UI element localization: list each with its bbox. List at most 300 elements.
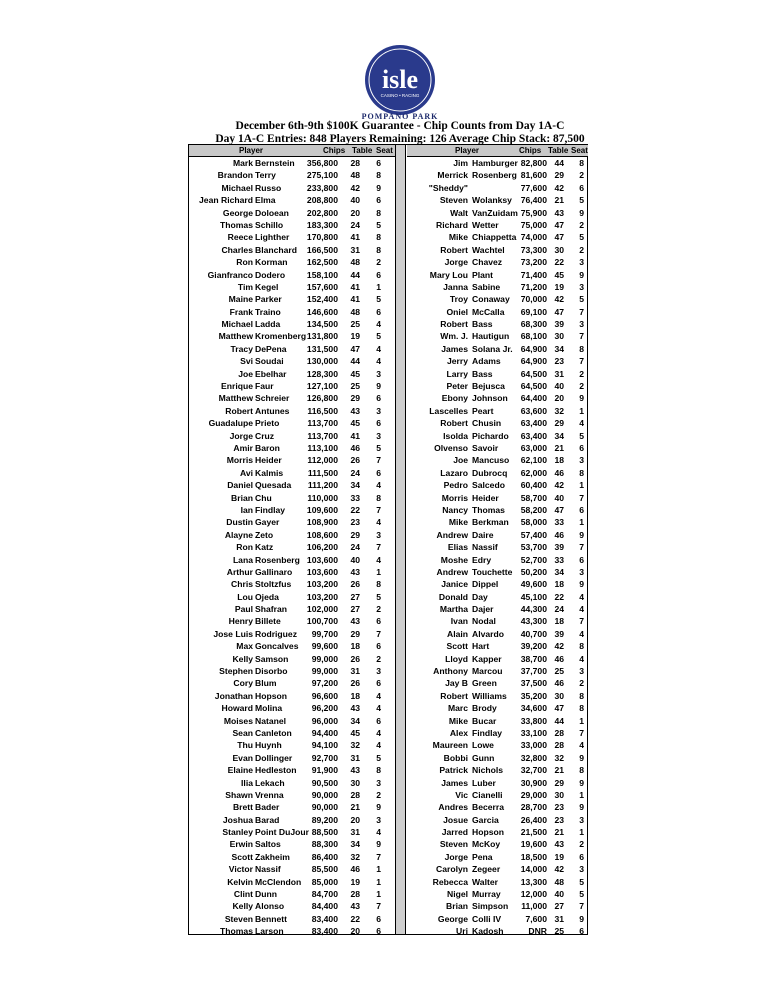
chip-count: 70,000 [520, 294, 547, 305]
player-first-name: Shawn [225, 789, 253, 800]
seat-number: 9 [579, 802, 584, 813]
table-number: 25 [554, 666, 564, 677]
table-number: 29 [350, 628, 360, 639]
table-row [407, 467, 588, 479]
table-row [407, 615, 588, 627]
table-number: 40 [350, 554, 360, 565]
seat-number: 9 [376, 182, 381, 193]
table-row [407, 578, 588, 590]
table-row [189, 194, 395, 206]
seat-number: 8 [376, 492, 381, 503]
table-number: 43 [554, 207, 564, 218]
chip-count: 37,700 [520, 666, 547, 677]
seat-number: 1 [579, 405, 584, 416]
seat-number: 5 [579, 876, 584, 887]
seat-number: 6 [579, 442, 584, 453]
player-last-name: Hopson [255, 690, 287, 701]
table-row [407, 838, 588, 850]
player-first-name: Cory [233, 678, 253, 689]
table-number: 40 [554, 381, 564, 392]
player-first-name: Thomas [220, 926, 253, 937]
player-last-name: Garcia [472, 814, 499, 825]
table-row [407, 343, 588, 355]
chip-count: 33,100 [520, 727, 547, 738]
seat-number: 8 [579, 641, 584, 652]
player-last-name: Kegel [255, 281, 279, 292]
chip-count: 97,200 [311, 678, 338, 689]
table-number: 25 [554, 926, 564, 937]
player-first-name: Uri [456, 926, 468, 937]
logo-wordmark: isle [381, 65, 419, 94]
table-number: 20 [554, 393, 564, 404]
table-number: 43 [350, 405, 360, 416]
table-row [407, 318, 588, 330]
seat-number: 6 [376, 158, 381, 168]
player-last-name: Dollinger [255, 752, 293, 763]
player-first-name: Jonathan [214, 690, 253, 701]
player-last-name: Hautigun [472, 331, 510, 342]
table-number: 30 [554, 690, 564, 701]
table-number: 47 [554, 219, 564, 230]
table-number: 25 [350, 381, 360, 392]
chip-count: 30,900 [520, 777, 547, 788]
chip-count: 99,000 [311, 666, 338, 677]
table-row [407, 330, 588, 342]
player-last-name: Lekach [255, 777, 285, 788]
table-number: 34 [350, 839, 360, 850]
chip-count: 127,100 [306, 381, 338, 392]
table-number: 45 [554, 269, 564, 280]
player-last-name: Dunn [255, 889, 277, 900]
player-last-name: Simpson [472, 901, 509, 912]
player-last-name: Conaway [472, 294, 510, 305]
player-first-name: Ivan [450, 616, 468, 627]
player-last-name: Hamburger [472, 158, 518, 168]
player-first-name: Paul [234, 604, 253, 615]
player-first-name: Jorge [444, 257, 468, 268]
player-first-name: Arthur [226, 566, 253, 577]
header-chips: Chips [519, 146, 542, 155]
table-number: 31 [350, 244, 360, 255]
isle-casino-logo [364, 44, 436, 116]
chip-count: 103,600 [306, 566, 338, 577]
table-row [189, 925, 395, 937]
player-last-name: Pena [472, 851, 493, 862]
seat-number: 4 [579, 628, 584, 639]
chip-count: 18,500 [520, 851, 547, 862]
seat-number: 4 [376, 703, 381, 714]
table-number: 48 [350, 257, 360, 268]
player-list-right [407, 157, 588, 938]
player-last-name: Soudai [255, 356, 284, 367]
seat-number: 5 [579, 294, 584, 305]
player-last-name: Natanel [255, 715, 287, 726]
seat-number: 6 [376, 393, 381, 404]
seat-number: 1 [579, 517, 584, 528]
table-row [189, 566, 395, 578]
player-last-name: Edry [472, 554, 492, 565]
player-last-name: Nodal [472, 616, 496, 627]
table-number: 22 [554, 257, 564, 268]
player-last-name: Terry [255, 170, 276, 181]
player-last-name: Green [472, 678, 497, 689]
table-number: 29 [554, 777, 564, 788]
chip-count: 111,500 [307, 467, 338, 478]
chip-count: 86,400 [311, 851, 338, 862]
player-first-name: Elaine [227, 765, 253, 776]
table-row [189, 529, 395, 541]
seat-number: 9 [579, 207, 584, 218]
table-row [407, 207, 588, 219]
table-number: 29 [350, 529, 360, 540]
seat-number: 2 [376, 604, 381, 615]
table-number: 29 [554, 170, 564, 181]
chip-count: 113,700 [307, 430, 338, 441]
player-last-name: Blanchard [255, 244, 298, 255]
table-number: 31 [554, 913, 564, 924]
player-last-name: Barad [255, 814, 280, 825]
player-last-name: Ebelhar [255, 368, 287, 379]
table-row [189, 727, 395, 739]
player-first-name: Larry [446, 368, 468, 379]
table-row [189, 677, 395, 689]
chip-count: 77,600 [520, 182, 547, 193]
table-number: 27 [554, 901, 564, 912]
table-number: 25 [350, 319, 360, 330]
chip-count: 111,200 [307, 480, 338, 491]
table-row [189, 665, 395, 677]
seat-number: 7 [376, 851, 381, 862]
chip-count: 38,700 [520, 653, 547, 664]
player-last-name: Saltos [255, 839, 281, 850]
seat-number: 3 [376, 666, 381, 677]
player-first-name: Elias [447, 542, 468, 553]
chip-count: 152,400 [306, 294, 338, 305]
player-first-name: Joe [238, 368, 253, 379]
table-row [407, 417, 588, 429]
chip-count: 75,900 [520, 207, 547, 218]
chip-count: 102,000 [306, 604, 338, 615]
table-row [407, 541, 588, 553]
seat-number: 6 [376, 926, 381, 937]
chip-count: 45,100 [520, 591, 547, 602]
table-number: 41 [350, 430, 360, 441]
player-last-name: Cianelli [472, 789, 503, 800]
table-number: 18 [554, 455, 564, 466]
table-number: 27 [350, 604, 360, 615]
player-first-name: Mike [448, 715, 468, 726]
player-last-name: Gunn [472, 752, 495, 763]
table-row [189, 789, 395, 801]
table-number: 23 [350, 517, 360, 528]
player-last-name: Antunes [255, 405, 290, 416]
chip-count: 64,900 [520, 356, 547, 367]
seat-number: 3 [376, 368, 381, 379]
table-number: 40 [350, 195, 360, 206]
player-last-name: Quesada [255, 480, 292, 491]
seat-number: 9 [579, 579, 584, 590]
chip-count: 92,700 [311, 752, 338, 763]
seat-number: 6 [579, 182, 584, 193]
seat-number: 3 [376, 777, 381, 788]
player-last-name: Dajer [472, 604, 494, 615]
table-number: 42 [554, 480, 564, 491]
chip-count: 84,700 [311, 889, 338, 900]
table-row [189, 219, 395, 231]
seat-number: 4 [376, 727, 381, 738]
seat-number: 5 [579, 889, 584, 900]
seat-number: 8 [579, 703, 584, 714]
player-last-name: Bass [472, 368, 493, 379]
seat-number: 6 [376, 616, 381, 627]
chip-count: 73,200 [520, 257, 547, 268]
player-last-name: Johnson [472, 393, 508, 404]
player-last-name: Nichols [472, 765, 504, 776]
seat-number: 5 [376, 752, 381, 763]
table-row [189, 405, 395, 417]
player-last-name: Daire [472, 529, 494, 540]
chip-count: 34,600 [520, 703, 547, 714]
seat-number: 9 [579, 529, 584, 540]
player-first-name: Ebony [441, 393, 468, 404]
column-header-left [189, 145, 395, 157]
seat-number: 7 [579, 727, 584, 738]
chip-count: 49,600 [520, 579, 547, 590]
player-last-name: Kapper [472, 653, 502, 664]
table-number: 30 [554, 331, 564, 342]
table-row [407, 442, 588, 454]
table-number: 29 [350, 393, 360, 404]
table-row [189, 690, 395, 702]
table-row [407, 293, 588, 305]
player-first-name: Lou [237, 591, 253, 602]
table-row [407, 306, 588, 318]
table-number: 29 [554, 418, 564, 429]
table-number: 46 [554, 467, 564, 478]
table-number: 28 [350, 158, 360, 168]
player-first-name: Lloyd [445, 653, 468, 664]
table-row [189, 752, 395, 764]
player-last-name: Katz [255, 542, 274, 553]
player-last-name: Bucar [472, 715, 497, 726]
chip-count: 106,200 [306, 542, 338, 553]
seat-number: 6 [376, 306, 381, 317]
seat-number: 4 [579, 740, 584, 751]
seat-number: 6 [376, 913, 381, 924]
player-first-name: Ian [240, 504, 253, 515]
table-row [407, 925, 588, 937]
chip-count: 26,400 [520, 814, 547, 825]
table-number: 20 [350, 207, 360, 218]
chip-count: 58,700 [520, 492, 547, 503]
player-last-name: Adams [472, 356, 501, 367]
table-row [407, 913, 588, 925]
table-number: 40 [554, 889, 564, 900]
player-first-name: Carolyn [436, 864, 468, 875]
player-first-name: Robert [440, 418, 468, 429]
player-first-name: Amir [233, 442, 253, 453]
player-first-name: Morris [226, 455, 253, 466]
table-row [189, 380, 395, 392]
table-row [189, 851, 395, 863]
player-first-name: Nigel [446, 889, 468, 900]
player-first-name: Jarred [441, 827, 468, 838]
player-first-name: Gianfranco [207, 269, 253, 280]
header-player: Player [239, 146, 264, 155]
table-row [189, 541, 395, 553]
player-first-name: Thu [237, 740, 253, 751]
table-number: 44 [554, 158, 564, 168]
player-last-name: Blum [255, 678, 277, 689]
table-row [407, 888, 588, 900]
player-first-name: Clint [233, 889, 253, 900]
seat-number: 7 [579, 492, 584, 503]
chip-count: 208,800 [306, 195, 338, 206]
chip-count: 58,200 [520, 504, 547, 515]
player-first-name: Jean Richard [199, 195, 253, 206]
table-number: 18 [554, 579, 564, 590]
chip-count: 99,000 [311, 653, 338, 664]
table-number: 47 [350, 343, 360, 354]
player-first-name: Scott [446, 641, 468, 652]
table-number: 42 [554, 864, 564, 875]
table-number: 28 [554, 727, 564, 738]
player-last-name: Dodero [255, 269, 286, 280]
seat-number: 2 [579, 839, 584, 850]
table-row [189, 876, 395, 888]
player-last-name: Bader [255, 802, 280, 813]
player-last-name: Schillo [255, 219, 284, 230]
chip-count: 233,800 [306, 182, 338, 193]
chip-count: 166,500 [306, 244, 338, 255]
player-first-name: "Sheddy" [428, 182, 468, 193]
seat-number: 9 [579, 269, 584, 280]
seat-number: 6 [376, 678, 381, 689]
table-number: 42 [554, 641, 564, 652]
seat-number: 4 [376, 343, 381, 354]
player-first-name: Andrew [436, 529, 468, 540]
player-last-name: Ojeda [255, 591, 279, 602]
player-last-name: VanZuidam [472, 207, 518, 218]
chip-count: 44,300 [520, 604, 547, 615]
player-first-name: Josue [443, 814, 468, 825]
player-first-name: Nancy [442, 504, 468, 515]
chip-count: 99,600 [311, 641, 338, 652]
player-first-name: Jay B [445, 678, 468, 689]
player-last-name: Mancuso [472, 455, 510, 466]
player-last-name: Wetter [472, 219, 499, 230]
table-row [189, 516, 395, 528]
table-number: 43 [350, 703, 360, 714]
player-last-name: Lighther [255, 232, 290, 243]
chip-count: 103,200 [306, 579, 338, 590]
table-row [189, 293, 395, 305]
player-first-name: Evan [232, 752, 253, 763]
player-first-name: Matthew [218, 393, 253, 404]
player-first-name: Pedro [443, 480, 468, 491]
player-last-name: Kalmis [255, 467, 284, 478]
player-last-name: Schreier [255, 393, 290, 404]
player-last-name: McCalla [472, 306, 505, 317]
seat-number: 5 [376, 331, 381, 342]
table-row [407, 789, 588, 801]
seat-number: 6 [579, 554, 584, 565]
seat-number: 9 [376, 802, 381, 813]
seat-number: 8 [579, 343, 584, 354]
chip-count: 39,200 [520, 641, 547, 652]
header-seat: Seat [376, 146, 393, 155]
table-number: 26 [350, 579, 360, 590]
player-first-name: Merrick [437, 170, 468, 181]
player-first-name: Thomas [220, 219, 253, 230]
player-first-name: Anthony [433, 666, 468, 677]
player-first-name: Lascelles [429, 405, 468, 416]
chip-count: 356,800 [306, 158, 338, 168]
player-last-name: Chavez [472, 257, 503, 268]
player-first-name: Janna [443, 281, 468, 292]
player-first-name: Andres [438, 802, 468, 813]
table-number: 19 [554, 281, 564, 292]
player-last-name: Findlay [472, 727, 503, 738]
player-first-name: Mark [232, 158, 253, 168]
player-last-name: Stoltzfus [255, 579, 292, 590]
table-number: 21 [554, 195, 564, 206]
seat-number: 8 [579, 467, 584, 478]
player-last-name: Zeto [255, 529, 274, 540]
player-first-name: Rebecca [432, 876, 468, 887]
chip-count: 63,400 [520, 418, 547, 429]
brand-name: POMPANO PARK [361, 112, 439, 121]
table-row [407, 380, 588, 392]
player-first-name: Joe [453, 455, 468, 466]
seat-number: 9 [579, 777, 584, 788]
table-row [407, 219, 588, 231]
chip-count: 94,400 [311, 727, 338, 738]
table-number: 33 [554, 554, 564, 565]
table-number: 31 [350, 752, 360, 763]
chip-count: 146,600 [306, 306, 338, 317]
chip-count: 108,900 [306, 517, 338, 528]
chip-count: 170,800 [306, 232, 338, 243]
chip-count: 88,500 [311, 827, 338, 838]
player-last-name: Traino [255, 306, 281, 317]
table-number: 44 [554, 715, 564, 726]
chip-count: 12,000 [520, 889, 547, 900]
table-number: 33 [554, 517, 564, 528]
player-last-name: Hart [472, 641, 490, 652]
player-first-name: Sean [232, 727, 253, 738]
seat-number: 4 [376, 690, 381, 701]
table-row [407, 851, 588, 863]
seat-number: 4 [376, 554, 381, 565]
player-first-name: Kelly [232, 653, 253, 664]
player-last-name: Samson [255, 653, 289, 664]
player-last-name: Solana Jr. [472, 343, 513, 354]
chip-count: 64,900 [520, 343, 547, 354]
table-number: 47 [554, 232, 564, 243]
player-first-name: Steven [224, 913, 253, 924]
table-number: 42 [350, 182, 360, 193]
player-first-name: Erwin [229, 839, 253, 850]
table-row [189, 702, 395, 714]
table-row [189, 826, 395, 838]
table-row [189, 863, 395, 875]
seat-number: 3 [579, 566, 584, 577]
seat-number: 8 [376, 579, 381, 590]
table-number: 45 [350, 368, 360, 379]
chip-count: 68,100 [520, 331, 547, 342]
chip-count: 96,200 [311, 703, 338, 714]
